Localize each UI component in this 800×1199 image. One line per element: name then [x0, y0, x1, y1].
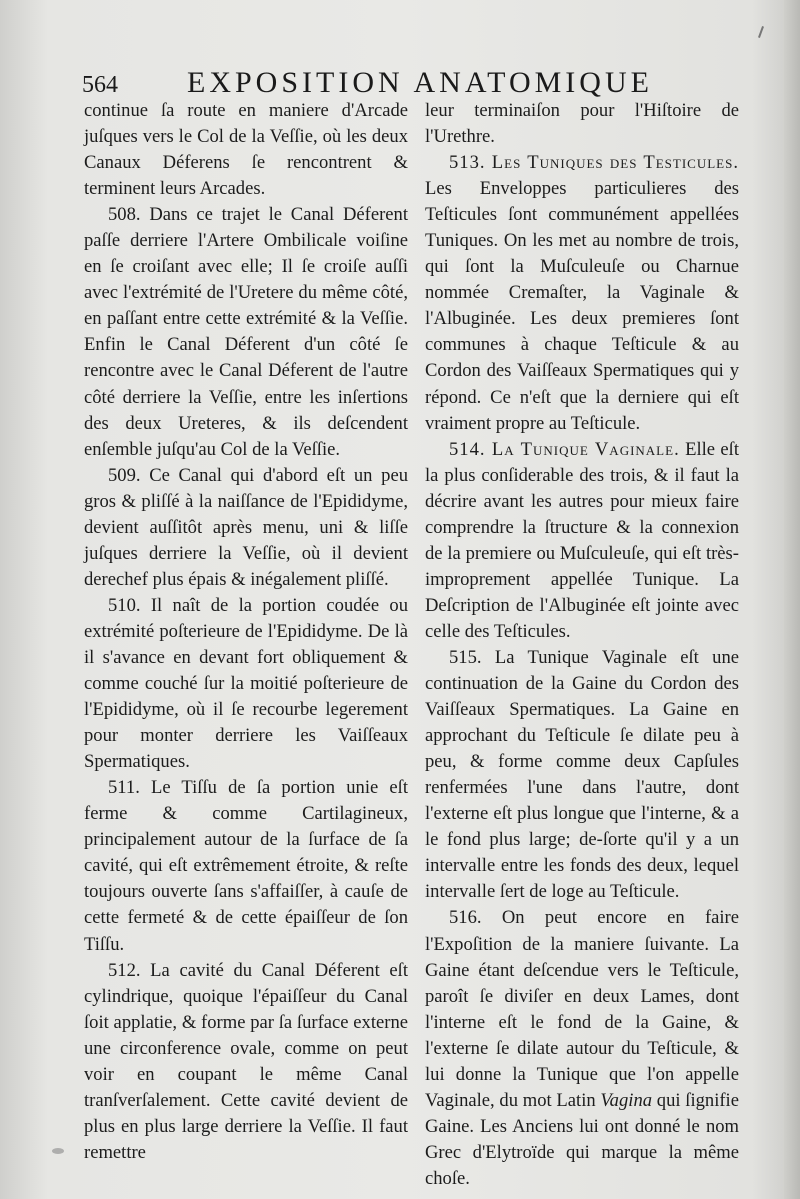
- paragraph-513: [425, 150, 739, 437]
- paragraph-continuation: leur terminaiſon pour l'Hiſtoire de l'Urethre.: [425, 100, 739, 148]
- running-title: EXPOSITION ANATOMIQUE: [187, 66, 653, 99]
- right-column: [425, 98, 739, 1192]
- paragraph-516-part-b: qui ſignifie Gaine. Les Anciens lui ont donné le nom Grec d'Elytroïde qui marque la même choſe.: [425, 1089, 739, 1189]
- paragraph-512: 512. La cavité du Canal Déferent eſt cylindrique, quoique l'épaiſſeur du Canal ſoit applatie, & forme par ſa ſurface externe une circonference ovale, comme on peut voir en coupant le même Canal tranſverſalement. Cette cavité devient de plus en plus large derriere la Veſſie. Il faut remettre: [84, 959, 408, 1163]
- ink-smudge: [52, 1148, 64, 1154]
- page-edge-shadow: [784, 0, 800, 1199]
- paragraph-508: 508. Dans ce trajet le Canal Déferent paſſe derriere l'Artere Ombilicale voiſine en ſe croiſant avec elle; Il ſe croiſe auſſi avec l'extrémité de l'Uretere du même côté, en paſſant entre cette extrémité & la Veſſie. Enfin le Canal Déferent d'un côté ſe rencontre avec le Canal Déferent de l'autre côté derriere la Veſſie, entre les inſertions des deux Ureteres, & ils deſcendent enſemble juſqu'au Col de la Veſſie.: [84, 204, 408, 460]
- section-heading-514: 514. La Tunique Vaginale.: [449, 438, 680, 460]
- left-column: [84, 98, 408, 1166]
- section-heading-513: 513. Les Tuniques des Testicules.: [449, 152, 739, 174]
- paragraph-514: [425, 437, 739, 645]
- paragraph-510: 510. Il naît de la portion coudée ou extrémité poſterieure de l'Epididyme. De là il s'avance en devant fort obliquement & comme couché ſur la moitié poſterieure de l'Epididyme, où il ſe recourbe legerement pour monter derriere les Vaiſſeaux Spermatiques.: [84, 594, 408, 773]
- paragraph-514-body: Elle eſt la plus conſiderable des trois, & il faut la décrire avant les autres pour mieux faire comprendre la ſtructure & la connexion de la premiere ou Muſculeuſe, qui eſt très-improprement appellée Tunique. La Deſcription de l'Albuginée eſt jointe avec celle des Teſticules.: [425, 438, 739, 642]
- paragraph-continuation: continue ſa route en maniere d'Arcade juſques vers le Col de la Veſſie, où les deux Canaux Déferens ſe rencontrent & terminent leurs Arcades.: [84, 100, 408, 200]
- ink-mark: [758, 26, 764, 38]
- page-number: 564: [82, 72, 118, 98]
- paragraph-516-part-a: 516. On peut encore en faire l'Expoſition de la maniere ſuivante. La Gaine étant deſcendue vers le Teſticule, paroît ſe diviſer en deux Lames, dont l'interne eſt le fond de la Gaine, & l'externe ſe dilate autour du Teſticule, & lui donne la Tunique que l'on appelle Vaginale, du mot Latin: [425, 907, 739, 1111]
- paragraph-513-body: Les Enveloppes particulieres des Teſticules ſont communément appellées Tuniques. On les met au nombre de trois, qui ſont la Muſculeuſe ou Charnue nommée Cremaſter, la Vaginale & l'Albuginée. Les deux premieres ſont communes à chaque Teſticule & au Cordon des Vaiſſeaux Spermatiques qui y répond. Ce n'eſt que la derniere qui eſt vraiment propre au Teſticule.: [425, 178, 739, 434]
- paragraph-515: 515. La Tunique Vaginale eſt une continuation de la Gaine du Cordon des Vaiſſeaux Spermatiques. La Gaine en approchant du Teſticule ſe dilate peu à peu, & forme comme deux Capſules renfermées l'une dans l'autre, dont l'externe eſt plus longue que l'interne, & a le fond plus large; de-ſorte qu'il y a un intervalle entre les fonds des deux, lequel intervalle ſert de loge au Teſticule.: [425, 646, 739, 903]
- paragraph-516: [425, 905, 739, 1192]
- paragraph-511: 511. Le Tiſſu de ſa portion unie eſt ferme & comme Cartilagineux, principalement autour de la ſurface de ſa cavité, qui eſt extrêmement étroite, & reſte toujours ouverte ſans s'affaiſſer, à cauſe de cette fermeté & de cette épaiſſeur de ſon Tiſſu.: [84, 777, 408, 955]
- latin-term: Vagina: [600, 1089, 653, 1111]
- paragraph-509: 509. Ce Canal qui d'abord eſt un peu gros & pliſſé à la naiſſance de l'Epididyme, devient auſſitôt après menu, uni & liſſe juſques derriere la Veſſie, où il devient derechef plus épais & inégalement pliſſé.: [84, 464, 408, 590]
